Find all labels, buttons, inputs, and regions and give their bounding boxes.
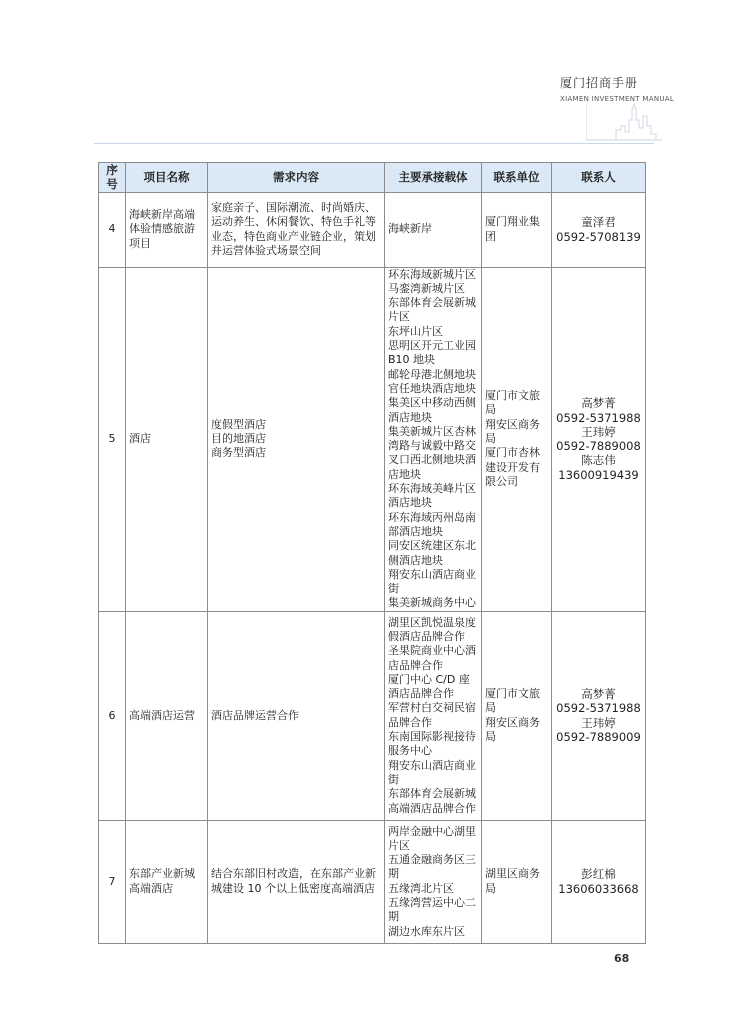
carrier-text: 湖里区凯悦温泉度假酒店品牌合作 圣果院商业中心酒店品牌合作 厦门中心 C/D 座酒店品牌合作 军营村白交祠民宿品牌合作 东南国际影视接待服务中心 翔安东山酒店商业街 东部体育会展新城高端酒店品牌合作 [388, 615, 476, 815]
project-name: 海峡新岸高端体验情感旅游项目 [126, 192, 208, 267]
project-table [98, 162, 646, 944]
project-name: 酒店 [126, 267, 208, 611]
carrier [385, 820, 482, 943]
requirement-text: 度假型酒店 目的地酒店 商务型酒店 [211, 417, 266, 460]
carrier: 海峡新岸 [385, 192, 482, 267]
table-row [99, 611, 646, 820]
unit-text: 厦门市文旅局 翔安区商务局 厦门市杏林建设开发有限公司 [485, 389, 540, 488]
contact-line: 13606033668 [558, 881, 639, 896]
row-number: 6 [99, 611, 126, 820]
contact-line: 0592-5371988 [556, 410, 641, 425]
project-name: 高端酒店运营 [126, 611, 208, 820]
contact-person [552, 192, 646, 267]
carrier [385, 267, 482, 611]
row-number: 7 [99, 820, 126, 943]
contact-unit [482, 267, 552, 611]
skyline-logo [586, 96, 666, 142]
contact-line: 王玮婷 [581, 715, 616, 730]
requirement: 结合东部旧村改造，在东部产业新城建设 10 个以上低密度高端酒店 [208, 820, 385, 943]
requirement [208, 267, 385, 611]
brand-title-en: XIAMEN INVESTMENT MANUAL [560, 95, 675, 103]
row-number: 5 [99, 267, 126, 611]
contact-line: 童泽君 [581, 215, 616, 230]
carrier-text: 环东海域新城片区 马銮湾新城片区 东部体育会展新城片区 东坪山片区 思明区开元工业园B10 地块 邮轮母港北侧地块 官任地块酒店地块 集美区中移动西侧酒店地块 集美新城片区杏林湾路与诚毅中路交叉口西北侧地块酒店地块 环东海域美峰片区酒店地块 环东海域丙州岛南部酒店地块 同安区统建区东北侧酒店地块 翔安东山酒店商业街 集美新城商务中心 [388, 267, 476, 610]
contact-unit: 湖里区商务局 [482, 820, 552, 943]
column-header: 序号 [99, 163, 126, 193]
requirement: 酒店品牌运营合作 [208, 611, 385, 820]
requirement: 家庭亲子、国际潮流、时尚婚庆、运动养生、休闲餐饮、特色手礼等业态，特色商业产业链企业，策划并运营体验式场景空间 [208, 192, 385, 267]
contact-line: 0592-5371988 [556, 701, 641, 716]
column-header: 主要承接载体 [385, 163, 482, 193]
contact-line: 0592-7889008 [556, 439, 641, 454]
contact-line: 0592-5708139 [556, 229, 641, 244]
column-header: 联系单位 [482, 163, 552, 193]
column-header: 需求内容 [208, 163, 385, 193]
table-row [99, 820, 646, 943]
contact-person [552, 820, 646, 943]
brand-title-cn: 厦门招商手册 [560, 76, 639, 90]
table-row [99, 192, 646, 267]
row-number: 4 [99, 192, 126, 267]
contact-line: 13600919439 [558, 467, 639, 482]
contact-unit [482, 611, 552, 820]
unit-text: 厦门市文旅局 翔安区商务局 [485, 687, 540, 744]
carrier-text: 两岸金融中心湖里片区 五通金融商务区三期 五缘湾北片区 五缘湾营运中心二期 湖边水库东片区 [388, 824, 476, 938]
contact-line: 0592-7889009 [556, 730, 641, 745]
table-header-row [99, 163, 646, 193]
contact-line: 高梦菁 [581, 396, 616, 411]
header-divider [94, 143, 654, 144]
contact-line: 陈志伟 [581, 453, 616, 468]
page-number: 68 [614, 952, 630, 965]
carrier [385, 611, 482, 820]
column-header: 项目名称 [126, 163, 208, 193]
contact-person [552, 611, 646, 820]
project-name: 东部产业新城高端酒店 [126, 820, 208, 943]
table-row [99, 267, 646, 611]
contact-person [552, 267, 646, 611]
column-header: 联系人 [552, 163, 646, 193]
contact-unit: 厦门翔业集团 [482, 192, 552, 267]
contact-line: 高梦菁 [581, 687, 616, 702]
contact-line: 王玮婷 [581, 424, 616, 439]
contact-line: 彭红棉 [581, 867, 616, 882]
